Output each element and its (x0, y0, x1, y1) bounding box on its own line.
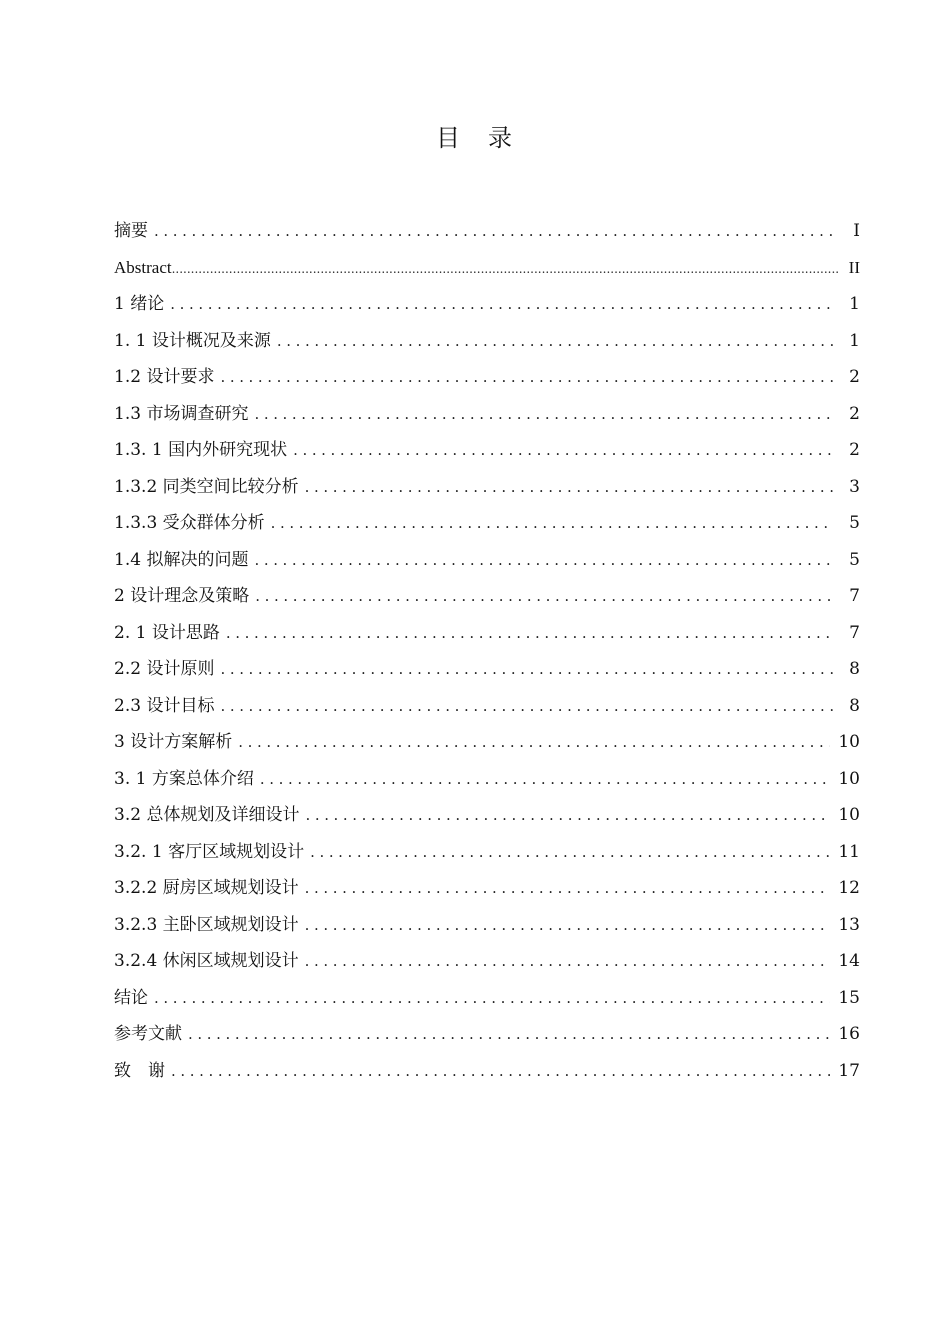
toc-entry-2-2[interactable] (114, 651, 860, 688)
table-of-contents (114, 213, 860, 1089)
toc-entry-3-1[interactable] (114, 761, 860, 798)
toc-leader-dots (220, 359, 834, 396)
toc-entry-acknowledgements[interactable] (114, 1053, 860, 1090)
toc-entry-3-2-4[interactable] (114, 943, 860, 980)
toc-entry-1-4[interactable] (114, 542, 860, 579)
toc-entry-page: 2 (849, 367, 860, 387)
toc-leader-dots (310, 834, 830, 871)
toc-leader-dots (170, 286, 834, 323)
toc-leader-dots (271, 505, 834, 542)
toc-entry-page: 10 (838, 768, 860, 789)
toc-entry-label: 1.4 拟解决的问题 (114, 549, 249, 570)
toc-entry-page: 13 (838, 914, 860, 935)
toc-leader-dots (154, 213, 834, 250)
toc-entry-label: 1.3 市场调查研究 (114, 403, 249, 424)
toc-leader-dots (277, 323, 834, 360)
toc-entry-label: 致 谢 (114, 1060, 165, 1081)
toc-leader-dots (172, 251, 840, 287)
toc-entry-2-3[interactable] (114, 688, 860, 725)
toc-entry-1-2[interactable] (114, 359, 860, 396)
toc-leader-dots (293, 432, 834, 469)
toc-entry-page: 10 (838, 805, 860, 825)
toc-entry-page: 7 (849, 622, 860, 643)
toc-leader-dots (260, 761, 831, 798)
toc-leader-dots (305, 870, 831, 907)
toc-leader-dots (254, 542, 834, 579)
toc-leader-dots (220, 688, 834, 725)
toc-entry-label: 摘要 (114, 221, 148, 241)
toc-leader-dots (238, 724, 830, 761)
toc-entry-label: 结论 (114, 987, 148, 1008)
toc-leader-dots (255, 578, 834, 615)
toc-entry-3[interactable] (114, 724, 860, 761)
toc-entry-page: 14 (838, 951, 860, 971)
toc-entry-page: 8 (849, 695, 860, 716)
toc-entry-label: 3. 1 方案总体介绍 (114, 768, 254, 789)
page-title: 目 录 (436, 124, 514, 152)
toc-entry-label: 1.3.3 受众群体分析 (114, 513, 265, 533)
toc-entry-page: 1 (849, 294, 860, 314)
toc-entry-label: 3.2.2 厨房区域规划设计 (114, 878, 299, 898)
toc-leader-dots (220, 651, 834, 688)
toc-entry-page: 8 (849, 659, 860, 679)
toc-entry-2[interactable] (114, 578, 860, 615)
toc-entry-abstract-en[interactable] (114, 250, 860, 287)
toc-entry-page: 12 (838, 878, 860, 898)
toc-entry-abstract-cn[interactable] (114, 213, 860, 250)
toc-entry-3-2[interactable] (114, 797, 860, 834)
toc-entry-page: 5 (849, 549, 860, 570)
toc-entry-2-1[interactable] (114, 615, 860, 652)
toc-entry-label: 1 绪论 (114, 294, 165, 314)
toc-entry-3-2-2[interactable] (114, 870, 860, 907)
toc-entry-label: 2.2 设计原则 (114, 659, 215, 679)
toc-entry-page: 2 (849, 403, 860, 424)
toc-entry-label: 1.3. 1 国内外研究现状 (114, 440, 288, 460)
toc-entry-label: 1.2 设计要求 (114, 367, 215, 387)
toc-entry-page: 3 (849, 476, 860, 497)
toc-entry-page: 1 (849, 330, 860, 351)
toc-entry-3-2-1[interactable] (114, 834, 860, 871)
toc-entry-1[interactable] (114, 286, 860, 323)
toc-entry-label: 3.2.4 休闲区域规划设计 (114, 951, 299, 971)
toc-entry-label: 2. 1 设计思路 (114, 622, 220, 643)
toc-entry-label: 3.2.3 主卧区域规划设计 (114, 914, 299, 935)
toc-entry-label: 3 设计方案解析 (114, 732, 233, 752)
toc-entry-label: 2.3 设计目标 (114, 695, 215, 716)
toc-entry-label: 1. 1 设计概况及来源 (114, 330, 271, 351)
toc-leader-dots (305, 943, 831, 980)
toc-entry-1-3-2[interactable] (114, 469, 860, 506)
toc-entry-label: Abstract (114, 257, 172, 277)
toc-entry-1-1[interactable] (114, 323, 860, 360)
toc-entry-label: 3.2 总体规划及详细设计 (114, 805, 300, 825)
toc-entry-label: 参考文献 (114, 1024, 182, 1044)
toc-entry-page: 16 (838, 1024, 860, 1044)
toc-entry-page: 7 (849, 586, 860, 606)
toc-entry-conclusion[interactable] (114, 980, 860, 1017)
toc-leader-dots (254, 396, 834, 433)
toc-entry-page: I (853, 221, 860, 241)
toc-entry-page: 11 (838, 841, 860, 862)
toc-leader-dots (305, 907, 831, 944)
toc-entry-page: 2 (849, 440, 860, 460)
toc-entry-1-3[interactable] (114, 396, 860, 433)
toc-entry-page: 15 (838, 987, 860, 1008)
toc-leader-dots (188, 1016, 830, 1053)
toc-entry-1-3-1[interactable] (114, 432, 860, 469)
toc-entry-references[interactable] (114, 1016, 860, 1053)
toc-entry-label: 1.3.2 同类空间比较分析 (114, 476, 299, 497)
toc-leader-dots (226, 615, 834, 652)
toc-entry-3-2-3[interactable] (114, 907, 860, 944)
toc-entry-page: 5 (849, 513, 860, 533)
toc-entry-label: 2 设计理念及策略 (114, 586, 250, 606)
toc-leader-dots (171, 1053, 830, 1090)
toc-entry-1-3-3[interactable] (114, 505, 860, 542)
toc-entry-page: 17 (838, 1060, 860, 1081)
toc-entry-page: II (848, 257, 860, 277)
toc-entry-page: 10 (838, 732, 860, 752)
toc-entry-label: 3.2. 1 客厅区域规划设计 (114, 841, 305, 862)
toc-leader-dots (305, 797, 830, 834)
toc-leader-dots (154, 980, 830, 1017)
toc-leader-dots (305, 469, 834, 506)
